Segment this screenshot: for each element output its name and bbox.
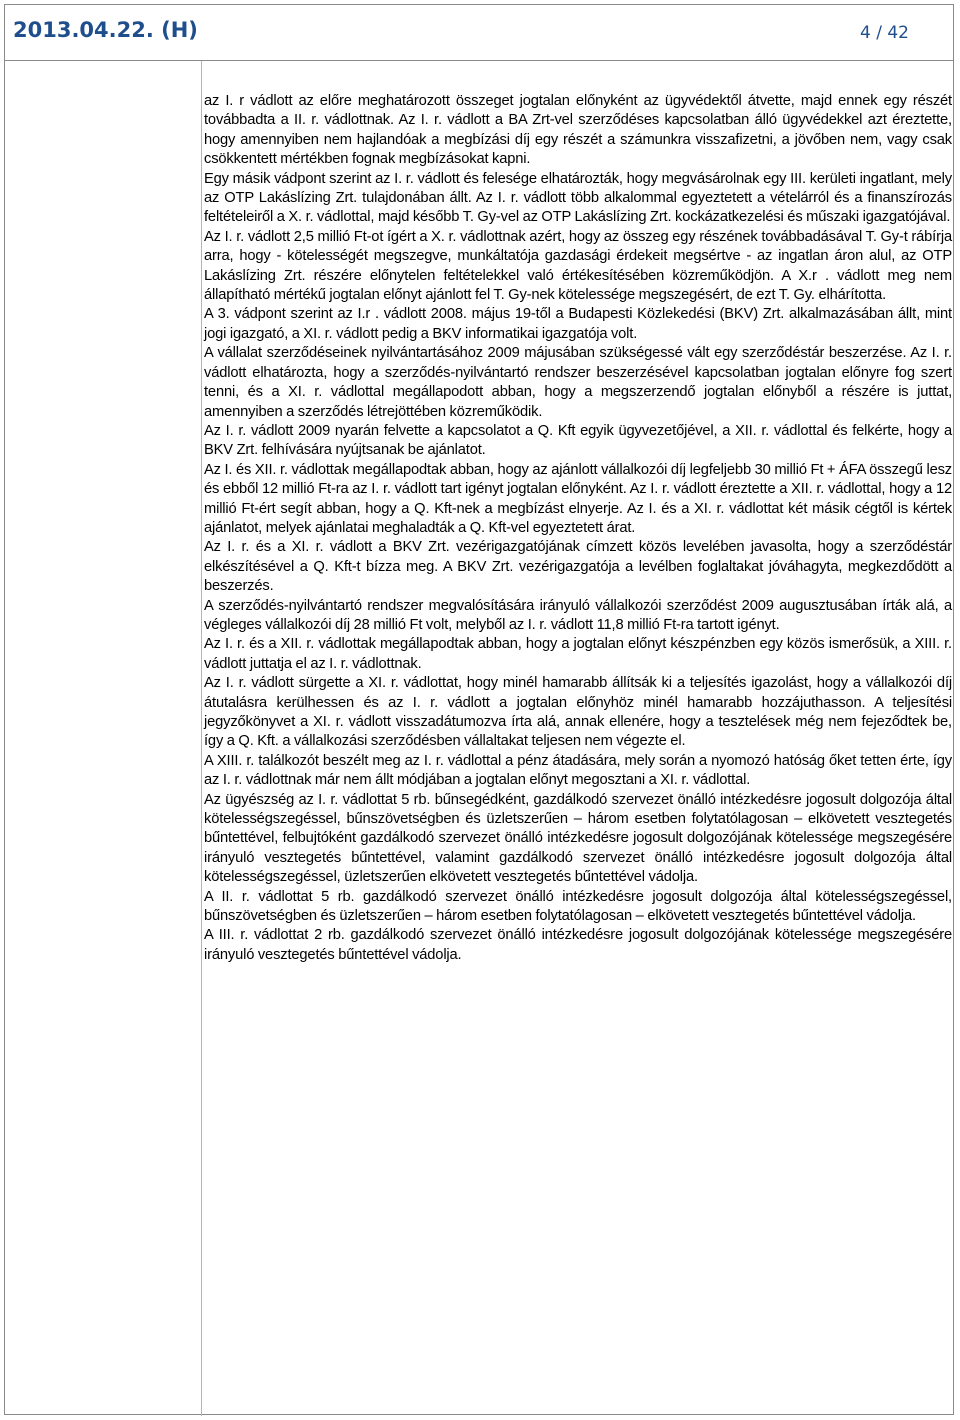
paragraph: Az I. r. vádlott 2009 nyarán felvette a kapcsolatot a Q. Kft egyik ügyvezetőjével, a XII. r. vádlottal és felkérte, hogy a BKV Zrt. felhívására nyújtsanak be ajánlatot. xyxy=(204,422,952,459)
paragraph: A XIII. r. találkozót beszélt meg az I. r. vádlottal a pénz átadására, mely során a nyomozó hatóság őket tetten érte, így az I. r. vádlottnak már nem állt módjában a jogtalan előnyt megosztani a XI. r. vádlottal. xyxy=(204,752,952,789)
paragraph: Az I. r. vádlott 2,5 millió Ft-ot ígért a X. r. vádlottnak azért, hogy az összeg egy részének továbbadásával T. Gy-t rábírja arra, hogy - kötelességét megszegve, munkáltatója gazdasági érdekeit megsértve - az ingatlan áron alul, az OTP Lakáslízing Zrt. részére előnytelen feltételekkel való értékesítésében közreműködjön. A X.r . vádlott meg nem állapítható mértékű jogtalan előnyt ajánlott fel T. Gy-nek kötelessége megszegésért, de ezt T. Gy. elhárította. xyxy=(204,228,952,304)
paragraph: Egy másik vádpont szerint az I. r. vádlott és felesége elhatározták, hogy megvásárolnak egy III. kerületi ingatlant, mely az OTP Lakáslízing Zrt. tulajdonában állt. Az I. r. vádlott több alkalommal egyeztetett a vételárról és a finanszírozás feltételeiről a X. r. vádlottal, majd később T. Gy-vel az OTP Lakáslízing Zrt. kockázatkezelési és műszaki igazgatójával. xyxy=(204,170,952,226)
paragraph: Az I. r. és a XII. r. vádlottak megállapodtak abban, hogy a jogtalan előnyt készpénzben egy közös ismerősük, a XIII. r. vádlott juttatja el az I. r. vádlottnak. xyxy=(204,636,952,672)
paragraph: az I. r vádlott az előre meghatározott összeget jogtalan előnyként az ügyvédektől átvette, majd ennek egy részét továbbadta a II. r. vádlottnak. Az I. r. vádlott a BA Zrt-vel szerződéses kapcsolatban álló ügyvédekkel azt éreztette, hogy amennyiben nem hajlandóak a megbízási díj egy részét a számunkra visszafizetni, a jövőben nem, vagy csak csökkentett mértékben fognak megbízásokat kapni. xyxy=(204,93,952,168)
paragraph: Az I. r. vádlott sürgette a XI. r. vádlottat, hogy minél hamarabb állítsák ki a teljesítés igazolást, hogy a vállalkozói díj átutalásra kerülhessen és az I. r. vádlott a jogtalan előnyhöz minél hamarabb hozzájuthasson. A teljesítési jegyzőkönyvet a XI. r. vádlott visszadátumozva írta alá, annak ellenére, hogy a tesztelések még nem fejeződtek be, így a Q. Kft. a vállalkozási szerződésben vállaltakat teljesen nem végezte el. xyxy=(204,675,952,750)
document-body xyxy=(204,92,952,965)
paragraph: A vállalat szerződéseinek nyilvántartásához 2009 májusában szükségessé vált egy szerződéstár beszerzése. Az I. r. vádlott elhatározta, hogy a szerződés-nyilvántartó rendszer beszerzésével kapcsolatban jogtalan előnyre fog szert tenni, és a XI. r. vádlottal megállapodott abban, hogy a megszerzendő jogtalan előnyből a részére is juttat, amennyiben a szerződés létrejöttében közreműködik. xyxy=(204,345,952,420)
paragraph: Az ügyészség az I. r. vádlottat 5 rb. bűnsegédként, gazdálkodó szervezet önálló intézkedésre jogosult dolgozója által kötelességszegéssel, bűnszövetségben és üzletszerűen – három esetben folytatólagosan – elkövetett vesztegetés bűntettével, felbujtóként gazdálkodó szervezet önálló intézkedésre jogosult dolgozójának kötelessége megszegésére irányuló vesztegetés bűntettével, valamint gazdálkodó szervezet önálló intézkedésre jogosult dolgozója által kötelességszegéssel, üzletszerűen elkövetett vesztegetés bűntettével vádolja. xyxy=(204,791,952,886)
page-indicator: 4 / 42 xyxy=(860,23,909,43)
paragraph: A III. r. vádlottat 2 rb. gazdálkodó szervezet önálló intézkedésre jogosult dolgozójának kötelessége megszegésére irányuló vesztegetés bűntettével vádolja. xyxy=(204,927,952,963)
paragraph: Az I. r. és a XI. r. vádlott a BKV Zrt. vezérigazgatójának címzett közös levelében javasolta, hogy a szerződéstár elkészítésével a Q. Kft-t bízza meg. A BKV Zrt. vezérigazgatója a levélben foglaltakat jóváhagyta, megkezdődött a beszerzés. xyxy=(204,539,952,595)
paragraph: A szerződés-nyilvántartó rendszer megvalósítására irányuló vállalkozói szerződést 2009 augusztusában írták alá, a végleges vállalkozói díj 28 millió Ft volt, melyből az I. r. vádlott 11,8 millió Ft-ra tartott igényt. xyxy=(204,597,952,633)
paragraph: A II. r. vádlottat 5 rb. gazdálkodó szervezet önálló intézkedésre jogosult dolgozója által kötelességszegéssel, bűnszövetségben és üzletszerűen – három esetben folytatólagosan – elkövetett vesztegetés bűntettével vádolja. xyxy=(204,888,952,925)
header-date: 2013.04.22. (H) xyxy=(13,18,198,42)
left-margin-rule xyxy=(201,61,202,1416)
page-header xyxy=(5,5,953,61)
paragraph: Az I. és XII. r. vádlottak megállapodtak abban, hogy az ajánlott vállalkozói díj legfeljebb 30 millió Ft + ÁFA összegű lesz és ebből 12 millió Ft-ra az I. r. vádlott tart igényt jogtalan előnyként. Az I. r. vádlott éreztette a XII. r. vádlottal, hogy a 12 millió Ft-ért segít abban, hogy a Q. Kft-nek a megbízást elnyerje. Az I. és a XI. r. vádlottat két másik cégtől is kértek ajánlatot, melyek ajánlatai meghaladták a Q. Kft-vel egyeztetett árat. xyxy=(204,461,952,536)
paragraph: A 3. vádpont szerint az I.r . vádlott 2008. május 19-től a Budapesti Közlekedési (BKV) Zrt. alkalmazásában állt, mint jogi igazgató, a XI. r. vádlott pedig a BKV informatikai igazgatója volt. xyxy=(204,306,952,342)
